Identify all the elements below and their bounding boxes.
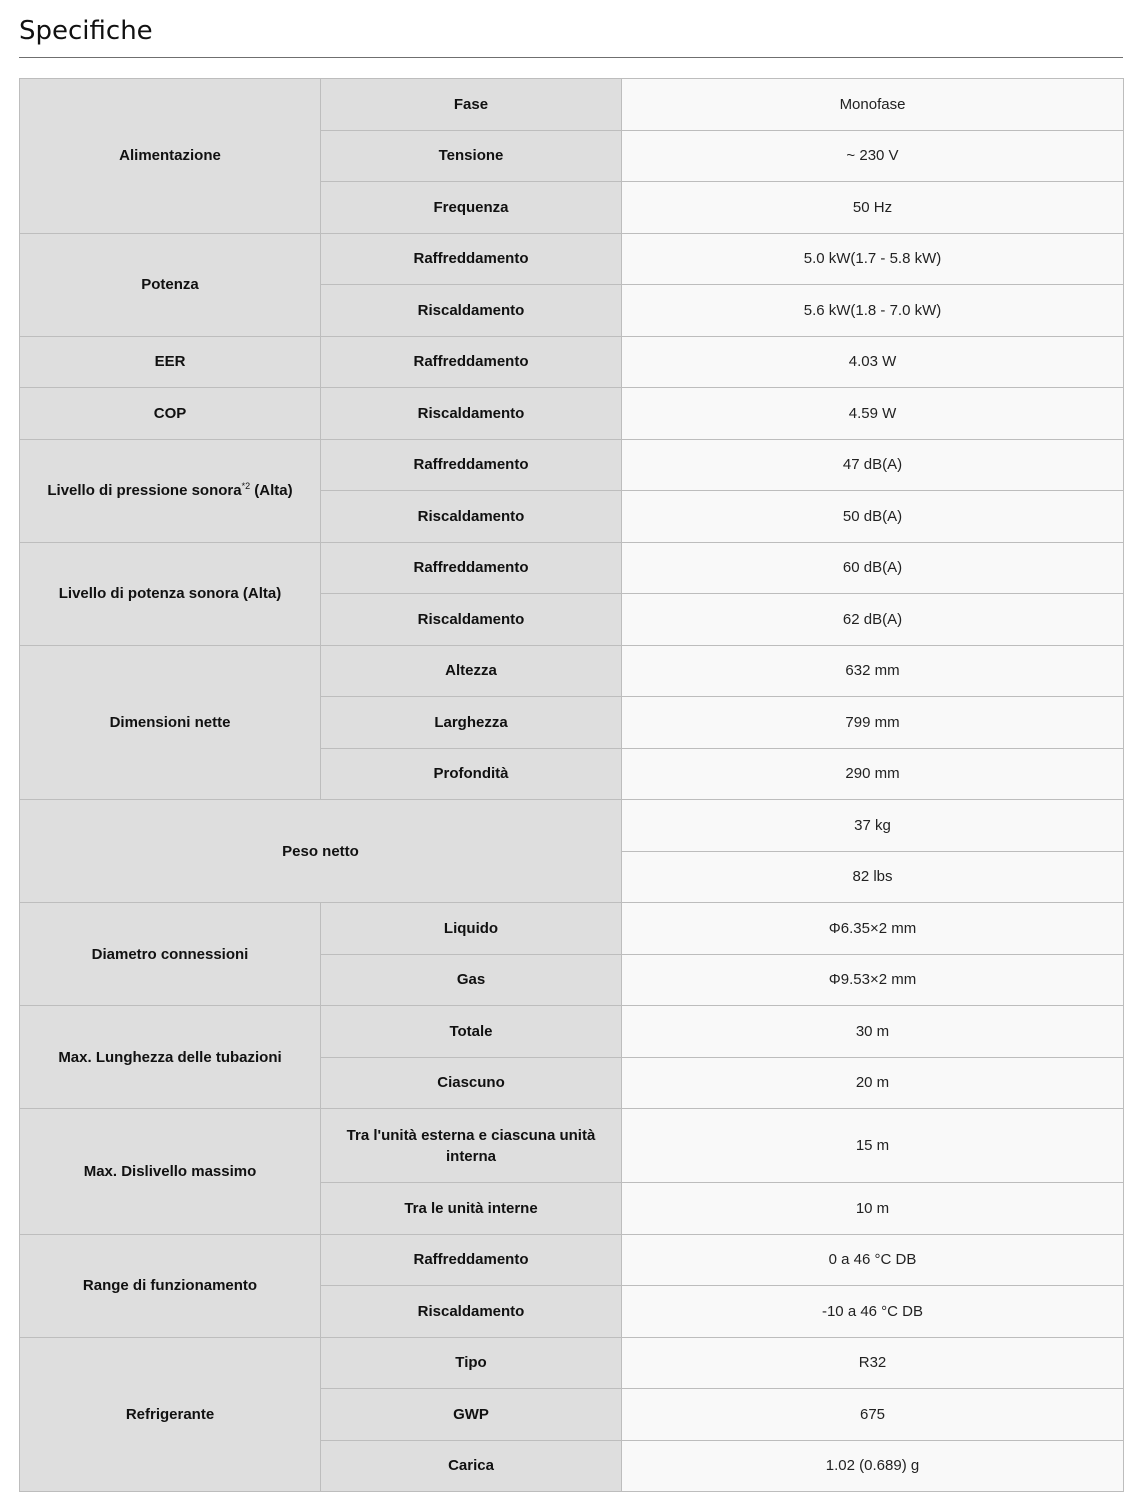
spec-value: 5.0 kW(1.7 - 5.8 kW) (622, 233, 1124, 285)
group-label: Potenza (20, 233, 321, 336)
spec-value: 0 a 46 °C DB (622, 1234, 1124, 1286)
spec-label: Raffreddamento (321, 439, 622, 491)
spec-value: 30 m (622, 1006, 1124, 1058)
table-row (20, 336, 1124, 388)
spec-value: 15 m (622, 1109, 1124, 1183)
spec-value: 62 dB(A) (622, 594, 1124, 646)
group-label: Diametro connessioni (20, 903, 321, 1006)
spec-label: Raffreddamento (321, 1234, 622, 1286)
group-label-suffix: (Alta) (250, 482, 293, 499)
spec-value: 10 m (622, 1183, 1124, 1235)
spec-value: 632 mm (622, 645, 1124, 697)
spec-value: 37 kg (622, 800, 1124, 852)
table-row (20, 1337, 1124, 1389)
spec-label: Riscaldamento (321, 1286, 622, 1338)
group-label-text: Livello di pressione sonora (47, 482, 242, 499)
spec-label: Ciascuno (321, 1057, 622, 1109)
spec-value: 47 dB(A) (622, 439, 1124, 491)
spec-value: 1.02 (0.689) g (622, 1440, 1124, 1492)
spec-value: -10 a 46 °C DB (622, 1286, 1124, 1338)
table-row (20, 1234, 1124, 1286)
spec-label: Tra le unità interne (321, 1183, 622, 1235)
group-label: Max. Dislivello massimo (20, 1109, 321, 1235)
table-row (20, 233, 1124, 285)
spec-label: GWP (321, 1389, 622, 1441)
group-label: Dimensioni nette (20, 645, 321, 800)
spec-label: Gas (321, 954, 622, 1006)
spec-value: 675 (622, 1389, 1124, 1441)
spec-value: Φ6.35×2 mm (622, 903, 1124, 955)
spec-label: Fase (321, 79, 622, 131)
spec-value: 82 lbs (622, 851, 1124, 903)
spec-label: Tra l'unità esterna e ciascuna unità interna (321, 1109, 622, 1183)
spec-value: 4.03 W (622, 336, 1124, 388)
group-label: Max. Lunghezza delle tubazioni (20, 1006, 321, 1109)
spec-value: 799 mm (622, 697, 1124, 749)
footnote-marker: *2 (241, 481, 251, 491)
spec-label: Raffreddamento (321, 542, 622, 594)
spec-label: Tipo (321, 1337, 622, 1389)
spec-value: 50 Hz (622, 182, 1124, 234)
spec-label: Larghezza (321, 697, 622, 749)
spec-label: Frequenza (321, 182, 622, 234)
spec-label: Tensione (321, 130, 622, 182)
group-label: Range di funzionamento (20, 1234, 321, 1337)
specs-table (19, 78, 1124, 1492)
spec-label: Riscaldamento (321, 285, 622, 337)
spec-value: 5.6 kW(1.8 - 7.0 kW) (622, 285, 1124, 337)
spec-value: Φ9.53×2 mm (622, 954, 1124, 1006)
table-row (20, 1109, 1124, 1183)
table-row (20, 79, 1124, 131)
group-label: Refrigerante (20, 1337, 321, 1492)
title-divider (19, 57, 1123, 58)
spec-label: Riscaldamento (321, 594, 622, 646)
table-row (20, 1006, 1124, 1058)
spec-label: Riscaldamento (321, 388, 622, 440)
spec-label: Carica (321, 1440, 622, 1492)
table-row (20, 439, 1124, 491)
spec-label: Raffreddamento (321, 336, 622, 388)
spec-value: 60 dB(A) (622, 542, 1124, 594)
spec-label: Altezza (321, 645, 622, 697)
spec-value: ~ 230 V (622, 130, 1124, 182)
spec-label: Profondità (321, 748, 622, 800)
group-label: Livello di potenza sonora (Alta) (20, 542, 321, 645)
table-row (20, 542, 1124, 594)
spec-label: Riscaldamento (321, 491, 622, 543)
group-label: Alimentazione (20, 79, 321, 234)
spec-label: Raffreddamento (321, 233, 622, 285)
group-label: EER (20, 336, 321, 388)
group-label (20, 439, 321, 542)
page-title: Specifiche (19, 16, 153, 46)
spec-label: Liquido (321, 903, 622, 955)
spec-value: 50 dB(A) (622, 491, 1124, 543)
table-row (20, 388, 1124, 440)
spec-value: Monofase (622, 79, 1124, 131)
spec-label: Totale (321, 1006, 622, 1058)
spec-value: 4.59 W (622, 388, 1124, 440)
table-row (20, 903, 1124, 955)
table-row (20, 645, 1124, 697)
spec-value: 20 m (622, 1057, 1124, 1109)
spec-value: R32 (622, 1337, 1124, 1389)
group-label: Peso netto (20, 800, 622, 903)
group-label: COP (20, 388, 321, 440)
table-row (20, 800, 1124, 852)
spec-value: 290 mm (622, 748, 1124, 800)
